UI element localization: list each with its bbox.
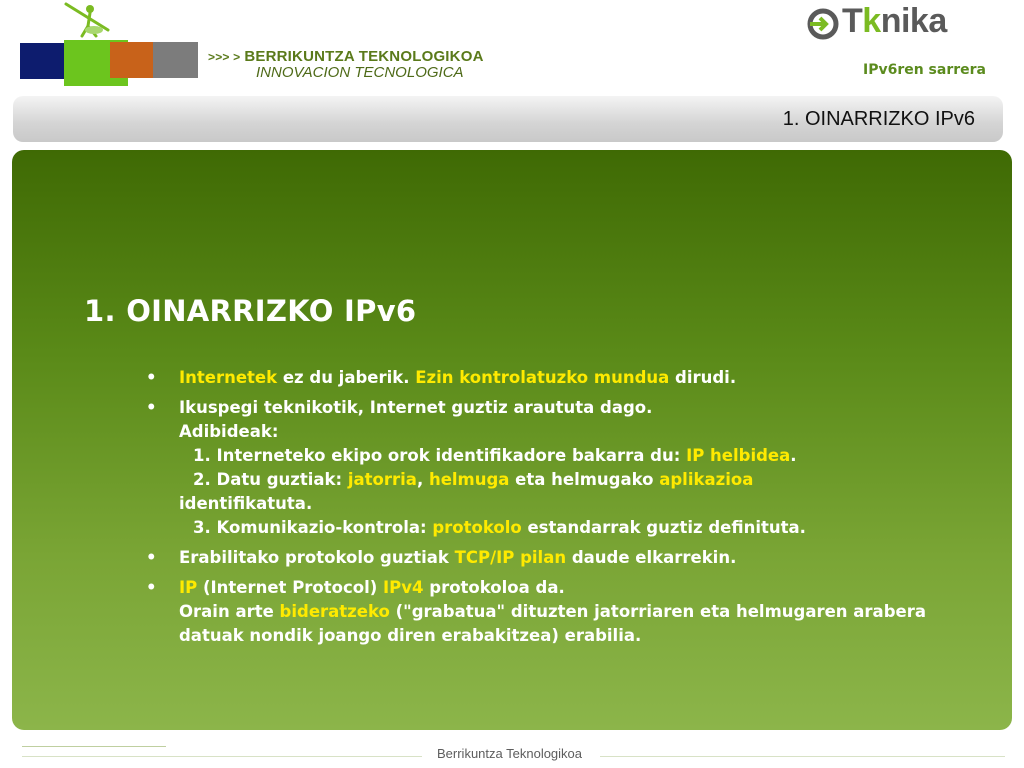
header-logo [20, 40, 200, 88]
logo-square-gray [153, 42, 198, 78]
tknika-wordmark: Tknika [842, 2, 947, 40]
presentation-subtitle: IPv6ren sarrera [862, 62, 986, 78]
text-span: daude elkarrekin. [566, 548, 737, 567]
footer-divider [22, 756, 422, 757]
footer-divider [22, 746, 166, 747]
bullet-icon: • [146, 578, 157, 597]
text-line: identifikatuta. [179, 494, 313, 513]
bullet-item [146, 396, 988, 540]
bullet-icon: • [146, 398, 157, 417]
bullet-list [146, 366, 988, 654]
text-line: Ikuspegi teknikotik, Internet guztiz araututa dago. [179, 398, 653, 417]
bullet-item [146, 546, 988, 570]
section-banner [13, 96, 1003, 142]
text-span: Erabilitako protokolo guztiak [179, 548, 455, 567]
highlight-text: TCP/IP pilan [454, 548, 567, 567]
text-line: Adibideak: [179, 422, 279, 441]
text-span: ez du jaberik. [277, 368, 416, 387]
slide-title: 1. OINARRIZKO IPv6 [84, 294, 417, 328]
example-line-3: 3. Komunikazio-kontrola: protokolo estandarrak guztiz definituta. [193, 518, 806, 537]
bullet-icon: • [146, 368, 157, 387]
highlight-text: Internetek [179, 368, 278, 387]
text-span: dirudi. [669, 368, 737, 387]
bullet-item [146, 576, 988, 648]
logo-square-navy [20, 43, 64, 79]
tagline-spanish: INNOVACION TECNOLOGICA [256, 64, 464, 81]
footer-text: Berrikuntza Teknologikoa [437, 746, 583, 761]
text-line: Orain arte bideratzeko ("grabatua" dituzten jatorriaren eta helmugaren arabera datuak nondik joango diren erabakitzea) erabilia. [179, 602, 926, 645]
bullet-icon: • [146, 548, 157, 567]
tknika-mark-icon [806, 7, 840, 41]
example-line-2: 2. Datu guztiak: jatorria, helmuga eta helmugako aplikazioa [193, 470, 754, 489]
highlight-text: Ezin kontrolatuzko mundua [415, 368, 670, 387]
arrows-glyph: >>> > [208, 50, 241, 64]
bullet-item [146, 366, 988, 390]
logo-square-orange [110, 42, 153, 78]
example-line-1: 1. Interneteko ekipo orok identifikadore bakarra du: IP helbidea. [193, 446, 797, 465]
figure-icon [64, 0, 114, 44]
header-tagline [208, 48, 484, 81]
banner-title: 1. OINARRIZKO IPv6 [782, 108, 975, 130]
footer-divider [600, 756, 1005, 757]
content-panel [12, 150, 1012, 730]
text-line: IP (Internet Protocol) IPv4 protokoloa da. [179, 578, 565, 597]
tagline-basque: BERRIKUNTZA TEKNOLOGIKOA [244, 48, 484, 65]
tknika-logo [806, 4, 996, 44]
